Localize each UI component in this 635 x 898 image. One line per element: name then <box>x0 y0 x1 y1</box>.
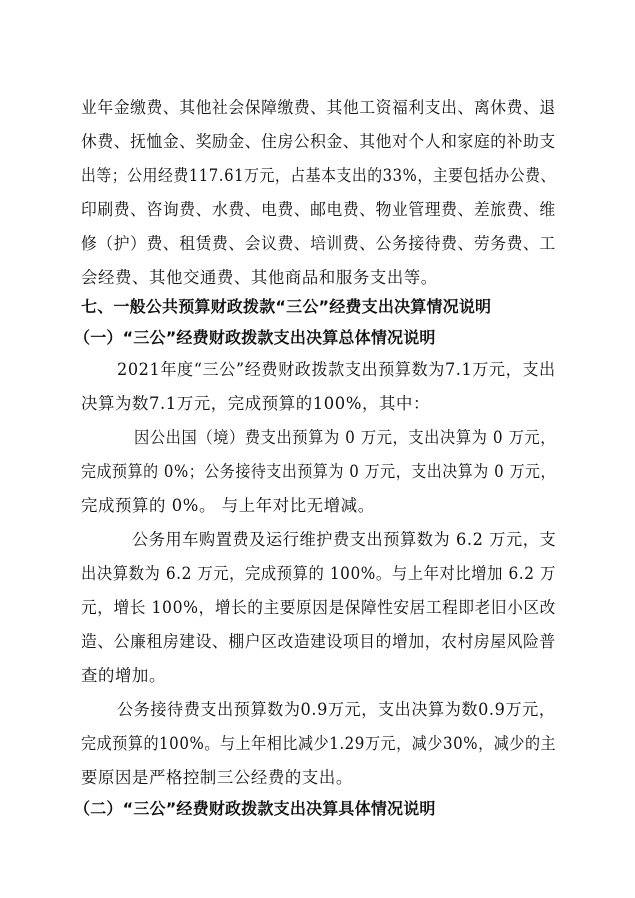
paragraph-first-line: 2021年度“三公”经费财政拨款支出预算数为7.1万元，支出 <box>117 360 556 379</box>
body-line: 元，增长 100%，增长的主要原因是保障性安居工程即老旧小区改 <box>81 598 556 617</box>
body-line: 休费、抚恤金、奖励金、住房公积金、其他对个人和家庭的补助支 <box>81 132 556 151</box>
body-line: 完成预算的100%。与上年相比减少1.29万元，减少30%，减少的主 <box>81 734 557 753</box>
body-line: 完成预算的 0%；公务接待支出预算为 0 万元，支出决算为 0 万元， <box>81 462 557 481</box>
body-line: 决算为数7.1万元，完成预算的100%，其中： <box>81 394 430 413</box>
body-line: 印刷费、咨询费、水费、电费、邮电费、物业管理费、差旅费、维 <box>81 200 556 219</box>
subsection-heading: （一）“三公”经费财政拨款支出决算总体情况说明 <box>74 328 436 347</box>
paragraph-first-line: 公务用车购置费及运行维护费支出预算数为 6.2 万元，支 <box>132 530 557 549</box>
body-line: 出决算数为 6.2 万元，完成预算的 100%。与上年对比增加 6.2 万 <box>81 564 556 583</box>
paragraph-first-line: 公务接待费支出预算数为0.9万元，支出决算为数0.9万元， <box>117 700 556 719</box>
section-heading: 七、一般公共预算财政拨款“三公”经费支出决算情况说明 <box>81 297 492 316</box>
body-line: 查的增加。 <box>81 666 166 685</box>
body-line: 完成预算的 0%。 与上年对比无增减。 <box>81 496 375 515</box>
body-line: 要原因是严格控制三公经费的支出。 <box>81 768 353 787</box>
body-line: 业年金缴费、其他社会保障缴费、其他工资福利支出、离休费、退 <box>81 98 556 117</box>
paragraph-first-line: 因公出国（境）费支出预算为 0 万元，支出决算为 0 万元， <box>134 428 557 447</box>
subsection-heading: （二）“三公”经费财政拨款支出决算具体情况说明 <box>74 799 436 818</box>
body-line: 修（护）费、租赁费、会议费、培训费、公务接待费、劳务费、工 <box>81 234 556 253</box>
body-line: 造、公廉租房建设、棚户区改造建设项目的增加，农村房屋风险普 <box>81 632 556 651</box>
body-line: 出等；公用经费117.61万元，占基本支出的33%，主要包括办公费、 <box>81 166 556 185</box>
body-line: 会经费、其他交通费、其他商品和服务支出等。 <box>81 268 438 287</box>
